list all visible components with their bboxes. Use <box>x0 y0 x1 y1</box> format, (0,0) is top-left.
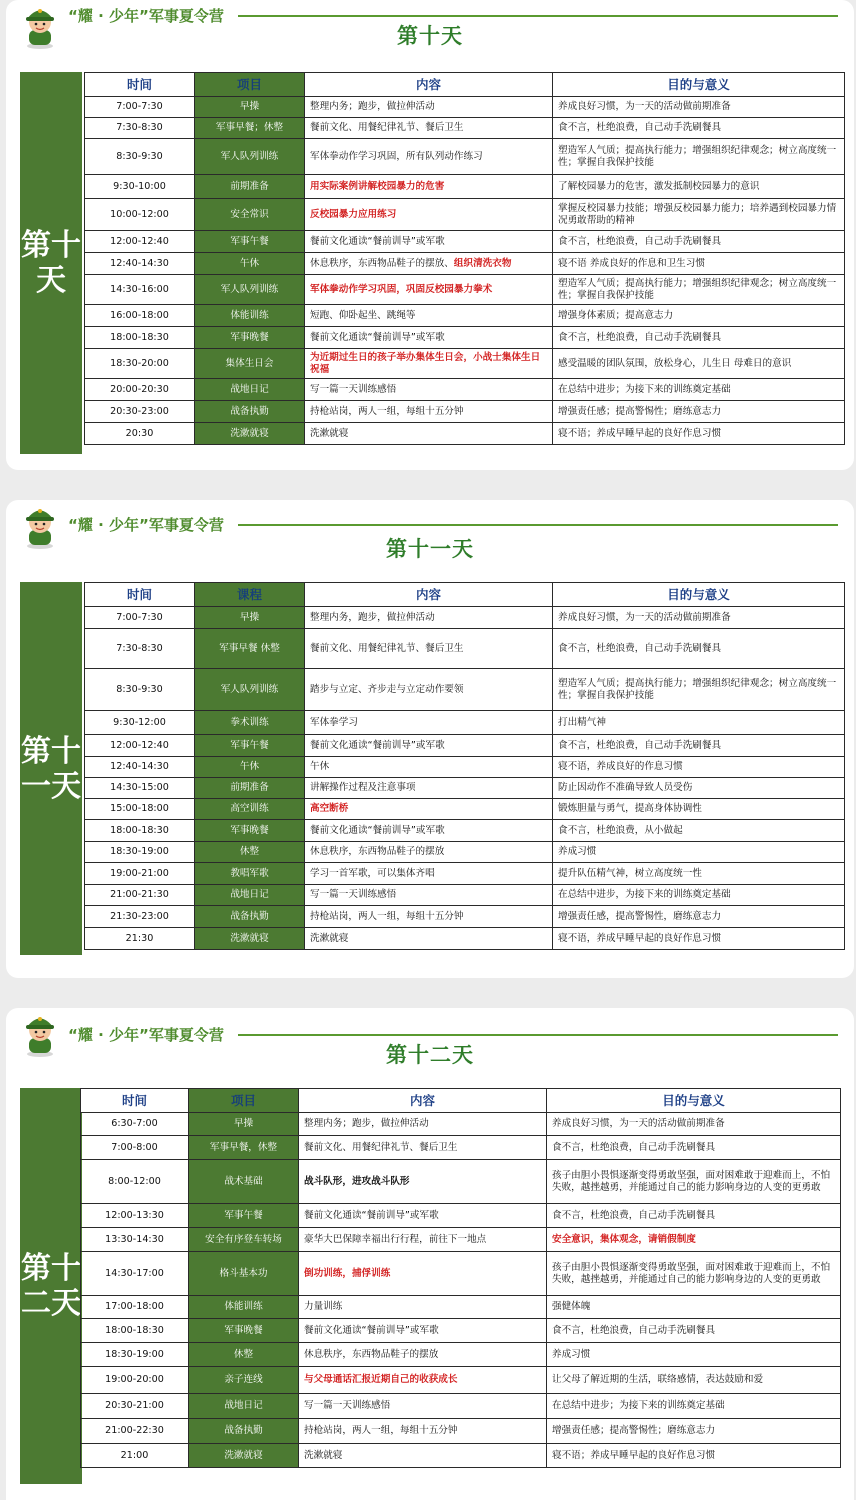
table-row <box>85 885 845 906</box>
schedule-table <box>80 1088 841 1468</box>
header-time: 时间 <box>85 73 195 97</box>
cell-item: 军事午餐 <box>189 1204 299 1228</box>
card-header <box>6 0 854 60</box>
cell-time: 20:30 <box>85 423 195 445</box>
cell-purpose: 塑造军人气质；提高执行能力；增强组织纪律观念；树立高度统一性；掌握自我保护技能 <box>553 669 845 711</box>
cell-item: 高空训练 <box>195 799 305 820</box>
cell-purpose: 打出精气神 <box>553 711 845 735</box>
table-row <box>85 735 845 757</box>
header-divider <box>238 524 838 526</box>
cell-time: 21:00-21:30 <box>85 885 195 906</box>
cell-time: 7:00-8:00 <box>81 1136 189 1160</box>
header-content: 内容 <box>305 583 553 607</box>
cell-time: 12:00-12:40 <box>85 735 195 757</box>
cell-time: 7:00-7:30 <box>85 97 195 118</box>
table-row <box>85 118 845 139</box>
cell-item: 军人队列训练 <box>195 139 305 175</box>
cell-content: 写一篇一天训练感悟 <box>305 379 553 401</box>
cell-content: 整理内务；跑步，做拉伸活动 <box>299 1113 547 1136</box>
cell-time: 8:30-9:30 <box>85 669 195 711</box>
table-row <box>85 97 845 118</box>
cell-item: 安全常识 <box>195 199 305 231</box>
cell-time: 14:30-15:00 <box>85 778 195 799</box>
cell-time: 18:00-18:30 <box>85 820 195 842</box>
table-row <box>85 423 845 445</box>
cell-time: 21:00 <box>81 1444 189 1468</box>
cell-item: 战地日记 <box>189 1394 299 1419</box>
cell-purpose: 在总结中进步；为接下来的训练奠定基础 <box>553 379 845 401</box>
cell-purpose: 寝不语；养成早睡早起的良好作息习惯 <box>547 1444 841 1468</box>
cell-time: 12:40-14:30 <box>85 253 195 275</box>
cell-time: 18:00-18:30 <box>85 327 195 349</box>
header-content: 内容 <box>305 73 553 97</box>
cell-content: 与父母通话汇报近期自己的收获成长 <box>299 1367 547 1394</box>
cell-item: 战术基础 <box>189 1160 299 1204</box>
table-row <box>81 1160 841 1204</box>
cell-purpose: 增强身体素质；提高意志力 <box>553 305 845 327</box>
table-row <box>85 275 845 305</box>
table-header-row <box>85 73 845 97</box>
cell-item: 军事晚餐 <box>195 327 305 349</box>
cell-purpose: 养成良好习惯，为一天的活动做前期准备 <box>553 97 845 118</box>
cell-time: 7:30-8:30 <box>85 629 195 669</box>
table-header-row <box>85 583 845 607</box>
cell-item: 战地日记 <box>195 885 305 906</box>
cell-content: 战斗队形，进攻战斗队形 <box>299 1160 547 1204</box>
cell-time: 10:00-12:00 <box>85 199 195 231</box>
table-row <box>85 799 845 820</box>
cell-content: 为近期过生日的孩子举办集体生日会，小战士集体生日祝福 <box>305 349 553 379</box>
cell-content: 休息秩序，东西物品鞋子的摆放 <box>305 842 553 863</box>
cell-item: 格斗基本功 <box>189 1252 299 1296</box>
cell-item: 早操 <box>195 607 305 629</box>
table-row <box>85 349 845 379</box>
cell-item: 前期准备 <box>195 175 305 199</box>
cell-time: 17:00-18:00 <box>81 1296 189 1319</box>
cell-item: 前期准备 <box>195 778 305 799</box>
day-card <box>6 500 854 978</box>
content-highlight: 组织清洗衣物 <box>453 257 512 269</box>
cell-purpose: 在总结中进步；为接下来的训练奠定基础 <box>547 1394 841 1419</box>
table-row <box>85 863 845 885</box>
cell-item: 午休 <box>195 253 305 275</box>
cell-content: 持枪站岗，两人一组，每组十五分钟 <box>305 401 553 423</box>
cell-purpose: 增强责任感；提高警惕性；磨练意志力 <box>547 1419 841 1444</box>
cell-time: 7:00-7:30 <box>85 607 195 629</box>
cell-purpose: 安全意识，集体观念，请销假制度 <box>547 1228 841 1252</box>
cell-item: 军事午餐 <box>195 735 305 757</box>
cell-purpose: 养成习惯 <box>547 1343 841 1367</box>
table-row <box>85 711 845 735</box>
table-row <box>85 820 845 842</box>
cell-item: 拳术训练 <box>195 711 305 735</box>
table-row <box>81 1296 841 1319</box>
table-row <box>85 305 845 327</box>
cell-item: 午休 <box>195 757 305 778</box>
cell-content: 餐前文化通读“餐前训导”或军歌 <box>305 735 553 757</box>
cell-content: 豪华大巴保障幸福出行行程，前往下一地点 <box>299 1228 547 1252</box>
cell-content: 餐前文化通读“餐前训导”或军歌 <box>299 1319 547 1343</box>
cell-purpose: 食不言，杜绝浪费，自己动手洗刷餐具 <box>547 1136 841 1160</box>
cell-content: 洗漱就寝 <box>299 1444 547 1468</box>
cell-item: 休整 <box>195 842 305 863</box>
cell-content: 用实际案例讲解校园暴力的危害 <box>305 175 553 199</box>
day-card <box>6 1008 854 1500</box>
cell-purpose: 在总结中进步，为接下来的训练奠定基础 <box>553 885 845 906</box>
cell-item: 亲子连线 <box>189 1367 299 1394</box>
cell-item: 安全有序登车转场 <box>189 1228 299 1252</box>
content-text: 休息秩序，东西物品鞋子的摆放、 <box>310 257 454 269</box>
cell-time: 12:40-14:30 <box>85 757 195 778</box>
cell-content: 洗漱就寝 <box>305 423 553 445</box>
cell-content: 餐前文化、用餐纪律礼节、餐后卫生 <box>299 1136 547 1160</box>
cell-purpose: 食不言，杜绝浪费，自己动手洗刷餐具 <box>553 231 845 253</box>
day-card <box>6 0 854 470</box>
header-purpose: 目的与意义 <box>553 583 845 607</box>
day-label-vertical: 第十一天 <box>21 733 81 804</box>
cell-item: 集体生日会 <box>195 349 305 379</box>
cell-time: 21:30-23:00 <box>85 906 195 928</box>
cell-time: 12:00-12:40 <box>85 231 195 253</box>
cell-item: 早操 <box>195 97 305 118</box>
day-label-bar <box>20 72 82 454</box>
table-row <box>81 1228 841 1252</box>
cell-purpose: 感受温暖的团队氛围，放松身心，儿生日 母难日的意识 <box>553 349 845 379</box>
cell-time: 20:30-21:00 <box>81 1394 189 1419</box>
cell-item: 战备执勤 <box>189 1419 299 1444</box>
header-purpose: 目的与意义 <box>547 1089 841 1113</box>
table-row <box>85 669 845 711</box>
cell-content: 写一篇一天训练感悟 <box>305 885 553 906</box>
cell-item: 体能训练 <box>189 1296 299 1319</box>
cell-item: 军事午餐 <box>195 231 305 253</box>
cell-item: 战备执勤 <box>195 401 305 423</box>
cell-content: 军体拳动作学习巩固，巩固反校园暴力拳术 <box>305 275 553 305</box>
table-row <box>85 842 845 863</box>
cell-item: 军人队列训练 <box>195 275 305 305</box>
cell-item: 洗漱就寝 <box>195 423 305 445</box>
header-purpose: 目的与意义 <box>553 73 845 97</box>
cell-purpose: 寝不语，养成早睡早起的良好作息习惯 <box>553 928 845 950</box>
cell-item: 军事早餐，休整 <box>189 1136 299 1160</box>
header-time: 时间 <box>81 1089 189 1113</box>
card-header <box>6 500 854 560</box>
day-title: 第十一天 <box>386 537 474 561</box>
cell-time: 19:00-20:00 <box>81 1367 189 1394</box>
table-row <box>81 1113 841 1136</box>
cell-purpose: 食不言，杜绝浪费，从小做起 <box>553 820 845 842</box>
header-item: 课程 <box>195 583 305 607</box>
cell-content: 餐前文化通读“餐前训导”或军歌 <box>305 231 553 253</box>
header-item: 项目 <box>189 1089 299 1113</box>
cell-time: 18:30-20:00 <box>85 349 195 379</box>
day-label-vertical: 第十二天 <box>21 1251 81 1321</box>
day-label-vertical: 第十天 <box>21 228 81 298</box>
cell-item: 战地日记 <box>195 379 305 401</box>
cell-purpose: 寝不语，养成良好的作息习惯 <box>553 757 845 778</box>
cell-content: 力量训练 <box>299 1296 547 1319</box>
table-row <box>85 607 845 629</box>
cell-purpose: 防止因动作不准确导致人员受伤 <box>553 778 845 799</box>
cell-item: 军事早餐 休整 <box>195 629 305 669</box>
cell-time: 12:00-13:30 <box>81 1204 189 1228</box>
header-item: 项目 <box>195 73 305 97</box>
table-row <box>81 1394 841 1419</box>
cell-time: 18:00-18:30 <box>81 1319 189 1343</box>
header-divider <box>238 1034 838 1036</box>
cell-purpose: 食不言，杜绝浪费，自己动手洗刷餐具 <box>553 327 845 349</box>
cell-content: 餐前文化、用餐纪律礼节、餐后卫生 <box>305 118 553 139</box>
cell-purpose: 养成良好习惯，为一天的活动做前期准备 <box>547 1113 841 1136</box>
camp-title: “耀 · 少年”军事夏令营 <box>68 1026 224 1044</box>
table-row <box>85 175 845 199</box>
cell-purpose: 食不言，杜绝浪费，自己动手洗刷餐具 <box>547 1204 841 1228</box>
day-label-bar <box>20 1088 82 1484</box>
cell-purpose: 锻炼胆量与勇气，提高身体协调性 <box>553 799 845 820</box>
cell-item: 体能训练 <box>195 305 305 327</box>
cell-purpose: 寝不语；养成早睡早起的良好作息习惯 <box>553 423 845 445</box>
table-row <box>81 1343 841 1367</box>
cell-item: 休整 <box>189 1343 299 1367</box>
cell-content: 军体拳动作学习巩固，所有队列动作练习 <box>305 139 553 175</box>
cell-purpose: 食不言，杜绝浪费，自己动手洗刷餐具 <box>547 1319 841 1343</box>
cell-content: 洗漱就寝 <box>305 928 553 950</box>
cell-purpose: 食不言，杜绝浪费，自己动手洗刷餐具 <box>553 735 845 757</box>
cell-time: 7:30-8:30 <box>85 118 195 139</box>
cell-content: 休息秩序，东西物品鞋子的摆放 <box>299 1343 547 1367</box>
cell-content: 餐前文化通读“餐前训导”或军歌 <box>305 820 553 842</box>
cell-item: 军事晚餐 <box>195 820 305 842</box>
header-divider <box>238 15 838 17</box>
cell-content: 倒功训练，捕俘训练 <box>299 1252 547 1296</box>
cell-content: 讲解操作过程及注意事项 <box>305 778 553 799</box>
cell-time: 9:30-12:00 <box>85 711 195 735</box>
cell-time: 21:30 <box>85 928 195 950</box>
table-row <box>85 231 845 253</box>
cell-time: 16:00-18:00 <box>85 305 195 327</box>
cell-item: 军人队列训练 <box>195 669 305 711</box>
cell-time: 13:30-14:30 <box>81 1228 189 1252</box>
day-label-bar <box>20 582 82 955</box>
table-row <box>81 1136 841 1160</box>
cell-purpose: 了解校园暴力的危害，激发抵制校园暴力的意识 <box>553 175 845 199</box>
cell-content: 写一篇一天训练感悟 <box>299 1394 547 1419</box>
table-row <box>81 1419 841 1444</box>
cell-time: 19:00-21:00 <box>85 863 195 885</box>
cell-item: 洗漱就寝 <box>195 928 305 950</box>
cell-content: 午休 <box>305 757 553 778</box>
cell-content: 餐前文化通读“餐前训导”或军歌 <box>305 327 553 349</box>
cell-content: 餐前文化、用餐纪律礼节、餐后卫生 <box>305 629 553 669</box>
cell-purpose: 强健体魄 <box>547 1296 841 1319</box>
table-row <box>81 1319 841 1343</box>
cell-time: 20:00-20:30 <box>85 379 195 401</box>
camp-title: “耀 · 少年”军事夏令营 <box>68 7 224 25</box>
cell-time: 14:30-16:00 <box>85 275 195 305</box>
cell-purpose: 塑造军人气质；提高执行能力；增强组织纪律观念；树立高度统一性；掌握自我保护技能 <box>553 139 845 175</box>
cell-purpose: 提升队伍精气神，树立高度统一性 <box>553 863 845 885</box>
cell-time: 20:30-23:00 <box>85 401 195 423</box>
table-row <box>81 1252 841 1296</box>
cell-item: 战备执勤 <box>195 906 305 928</box>
table-row <box>85 757 845 778</box>
table-header-row <box>81 1089 841 1113</box>
cell-time: 15:00-18:00 <box>85 799 195 820</box>
card-header <box>6 1008 854 1068</box>
schedule-table <box>84 582 845 950</box>
cell-time: 6:30-7:00 <box>81 1113 189 1136</box>
cell-purpose: 塑造军人气质；提高执行能力；增强组织纪律观念；树立高度统一性；掌握自我保护技能 <box>553 275 845 305</box>
table-row <box>81 1367 841 1394</box>
table-row <box>85 928 845 950</box>
cell-content: 高空断桥 <box>305 799 553 820</box>
header-content: 内容 <box>299 1089 547 1113</box>
cell-content: 反校园暴力应用练习 <box>305 199 553 231</box>
day-title: 第十天 <box>397 24 463 48</box>
cell-content: 学习一首军歌，可以集体齐唱 <box>305 863 553 885</box>
cell-content: 军体拳学习 <box>305 711 553 735</box>
day-title: 第十二天 <box>386 1043 474 1067</box>
table-row <box>85 778 845 799</box>
header-time: 时间 <box>85 583 195 607</box>
cell-purpose: 孩子由胆小畏惧逐渐变得勇敢坚强，面对困难敢于迎难而上，不怕失败，越挫越勇，并能通过自己的能力影响身边的人变的更勇敢 <box>547 1160 841 1204</box>
cell-purpose: 食不言，杜绝浪费，自己动手洗刷餐具 <box>553 118 845 139</box>
table-row <box>85 629 845 669</box>
cell-purpose: 寝不语 养成良好的作息和卫生习惯 <box>553 253 845 275</box>
cell-content: 餐前文化通读“餐前训导”或军歌 <box>299 1204 547 1228</box>
table-row <box>85 906 845 928</box>
cell-time: 18:30-19:00 <box>81 1343 189 1367</box>
cell-content: 持枪站岗，两人一组，每组十五分钟 <box>305 906 553 928</box>
cell-purpose: 掌握反校园暴力技能；增强反校园暴力能力；培养遇到校园暴力情况勇敢帮助的精神 <box>553 199 845 231</box>
cell-purpose: 养成良好习惯，为一天的活动做前期准备 <box>553 607 845 629</box>
cell-item: 军事晚餐 <box>189 1319 299 1343</box>
cell-content <box>305 253 553 275</box>
camp-title: “耀 · 少年”军事夏令营 <box>68 516 224 534</box>
cell-purpose: 增强责任感，提高警惕性，磨练意志力 <box>553 906 845 928</box>
cell-content: 持枪站岗，两人一组，每组十五分钟 <box>299 1419 547 1444</box>
cell-item: 洗漱就寝 <box>189 1444 299 1468</box>
table-row <box>81 1204 841 1228</box>
cell-time: 21:00-22:30 <box>81 1419 189 1444</box>
cell-item: 早操 <box>189 1113 299 1136</box>
table-row <box>85 199 845 231</box>
cell-time: 8:00-12:00 <box>81 1160 189 1204</box>
cell-content: 整理内务，跑步，做拉伸活动 <box>305 607 553 629</box>
cell-item: 教唱军歌 <box>195 863 305 885</box>
cell-purpose: 孩子由胆小畏惧逐渐变得勇敢坚强，面对困难敢于迎难而上，不怕失败，越挫越勇，并能通过自己的能力影响身边的人变的更勇敢 <box>547 1252 841 1296</box>
cell-content: 短跑、仰卧起坐、跳绳等 <box>305 305 553 327</box>
cell-time: 9:30-10:00 <box>85 175 195 199</box>
cell-content: 整理内务；跑步，做拉伸活动 <box>305 97 553 118</box>
cell-purpose: 食不言，杜绝浪费，自己动手洗刷餐具 <box>553 629 845 669</box>
cell-purpose: 增强责任感；提高警惕性；磨练意志力 <box>553 401 845 423</box>
table-row <box>85 139 845 175</box>
table-row <box>85 401 845 423</box>
schedule-table <box>84 72 845 445</box>
cell-purpose: 养成习惯 <box>553 842 845 863</box>
cell-time: 18:30-19:00 <box>85 842 195 863</box>
cell-time: 14:30-17:00 <box>81 1252 189 1296</box>
cell-time: 8:30-9:30 <box>85 139 195 175</box>
table-row <box>85 253 845 275</box>
table-row <box>81 1444 841 1468</box>
table-row <box>85 379 845 401</box>
cell-content: 踏步与立定、齐步走与立定动作要领 <box>305 669 553 711</box>
table-row <box>85 327 845 349</box>
cell-purpose: 让父母了解近期的生活，联络感情，表达鼓励和爱 <box>547 1367 841 1394</box>
cell-item: 军事早餐；休整 <box>195 118 305 139</box>
